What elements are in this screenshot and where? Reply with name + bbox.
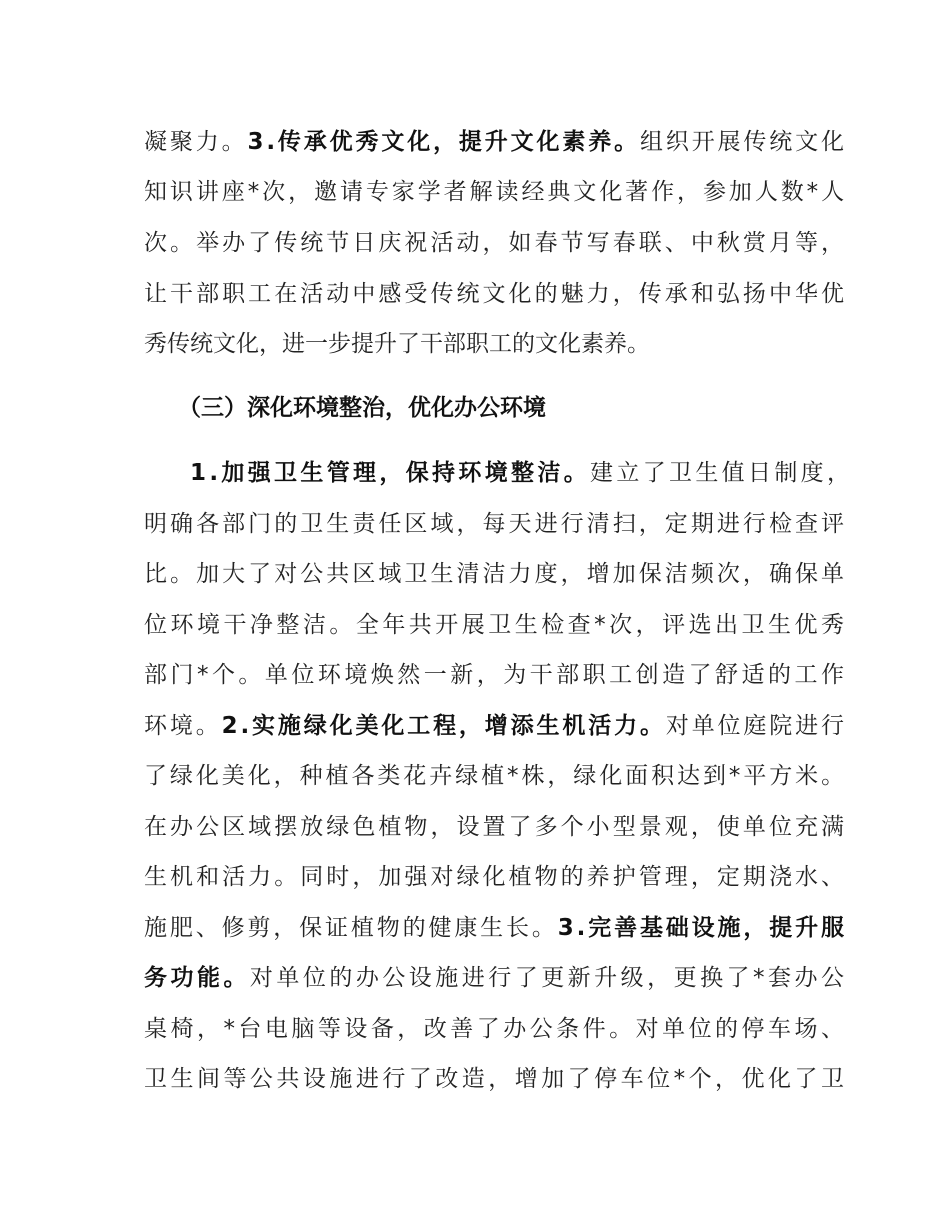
paragraph-2-line-10 (144, 908, 847, 948)
paragraph-2-line-12: 桌椅，*台电脑等设备，改善了办公条件。对单位的停车场、 (144, 1016, 848, 1042)
paragraph-2-line-9: 生机和活力。同时，加强对绿化植物的养护管理，定期浇水、 (144, 864, 848, 890)
inline-heading: 2.实施绿化美化工程，增添生机活力。 (221, 713, 666, 739)
paragraph-1-line-2: 知识讲座*次，邀请专家学者解读经典文化著作，参加人数*人 (144, 179, 848, 205)
inline-heading: 3.完善基础设施，提升服 (557, 915, 847, 941)
paragraph-2-line-6 (144, 706, 847, 746)
paragraph-2-line-5: 部门*个。单位环境焕然一新，为干部职工创造了舒适的工作 (144, 662, 848, 688)
paragraph-text: 环境。 (144, 713, 222, 739)
paragraph-text: 凝聚力。 (144, 129, 248, 155)
inline-heading: 3.传承优秀文化，提升文化素养。 (247, 129, 640, 155)
paragraph-text: 组织开展传统文化 (639, 129, 847, 155)
paragraph-2-line-7: 了绿化美化，种植各类花卉绿植*株，绿化面积达到*平方米。 (144, 763, 848, 789)
paragraph-2-line-8: 在办公区域摆放绿色植物，设置了多个小型景观，使单位充满 (144, 814, 848, 840)
inline-heading: 1.加强卫生管理，保持环境整洁。 (190, 460, 591, 486)
paragraph-2-line-3: 比。加大了对公共区域卫生清洁力度，增加保洁频次，确保单 (144, 561, 848, 587)
section-heading: （三）深化环境整治，优化办公环境 (178, 395, 546, 421)
paragraph-2-line-2: 明确各部门的卫生责任区域，每天进行清扫，定期进行检查评 (144, 511, 848, 537)
inline-heading: 务功能。 (144, 965, 250, 991)
paragraph-2-line-13: 卫生间等公共设施进行了改造，增加了停车位*个，优化了卫 (144, 1066, 848, 1092)
paragraph-text: 对单位庭院进行 (665, 713, 847, 739)
paragraph-2-line-11 (144, 958, 848, 998)
paragraph-1-line-5: 秀传统文化，进一步提升了干部职工的文化素养。 (144, 331, 650, 357)
paragraph-1-line-1 (144, 122, 847, 162)
paragraph-text: 施肥、修剪，保证植物的健康生长。 (144, 915, 558, 941)
paragraph-2-line-4: 位环境干净整洁。全年共开展卫生检查*次，评选出卫生优秀 (144, 612, 848, 638)
paragraph-1-line-4: 让干部职工在活动中感受传统文化的魅力，传承和弘扬中华优 (144, 281, 848, 307)
paragraph-text: 对单位的办公设施进行了更新升级，更换了*套办公 (249, 965, 848, 991)
paragraph-1-line-3: 次。举办了传统节日庆祝活动，如春节写春联、中秋赏月等， (144, 230, 848, 256)
paragraph-text: 建立了卫生值日制度， (590, 460, 854, 486)
paragraph-2-line-1 (190, 453, 854, 493)
